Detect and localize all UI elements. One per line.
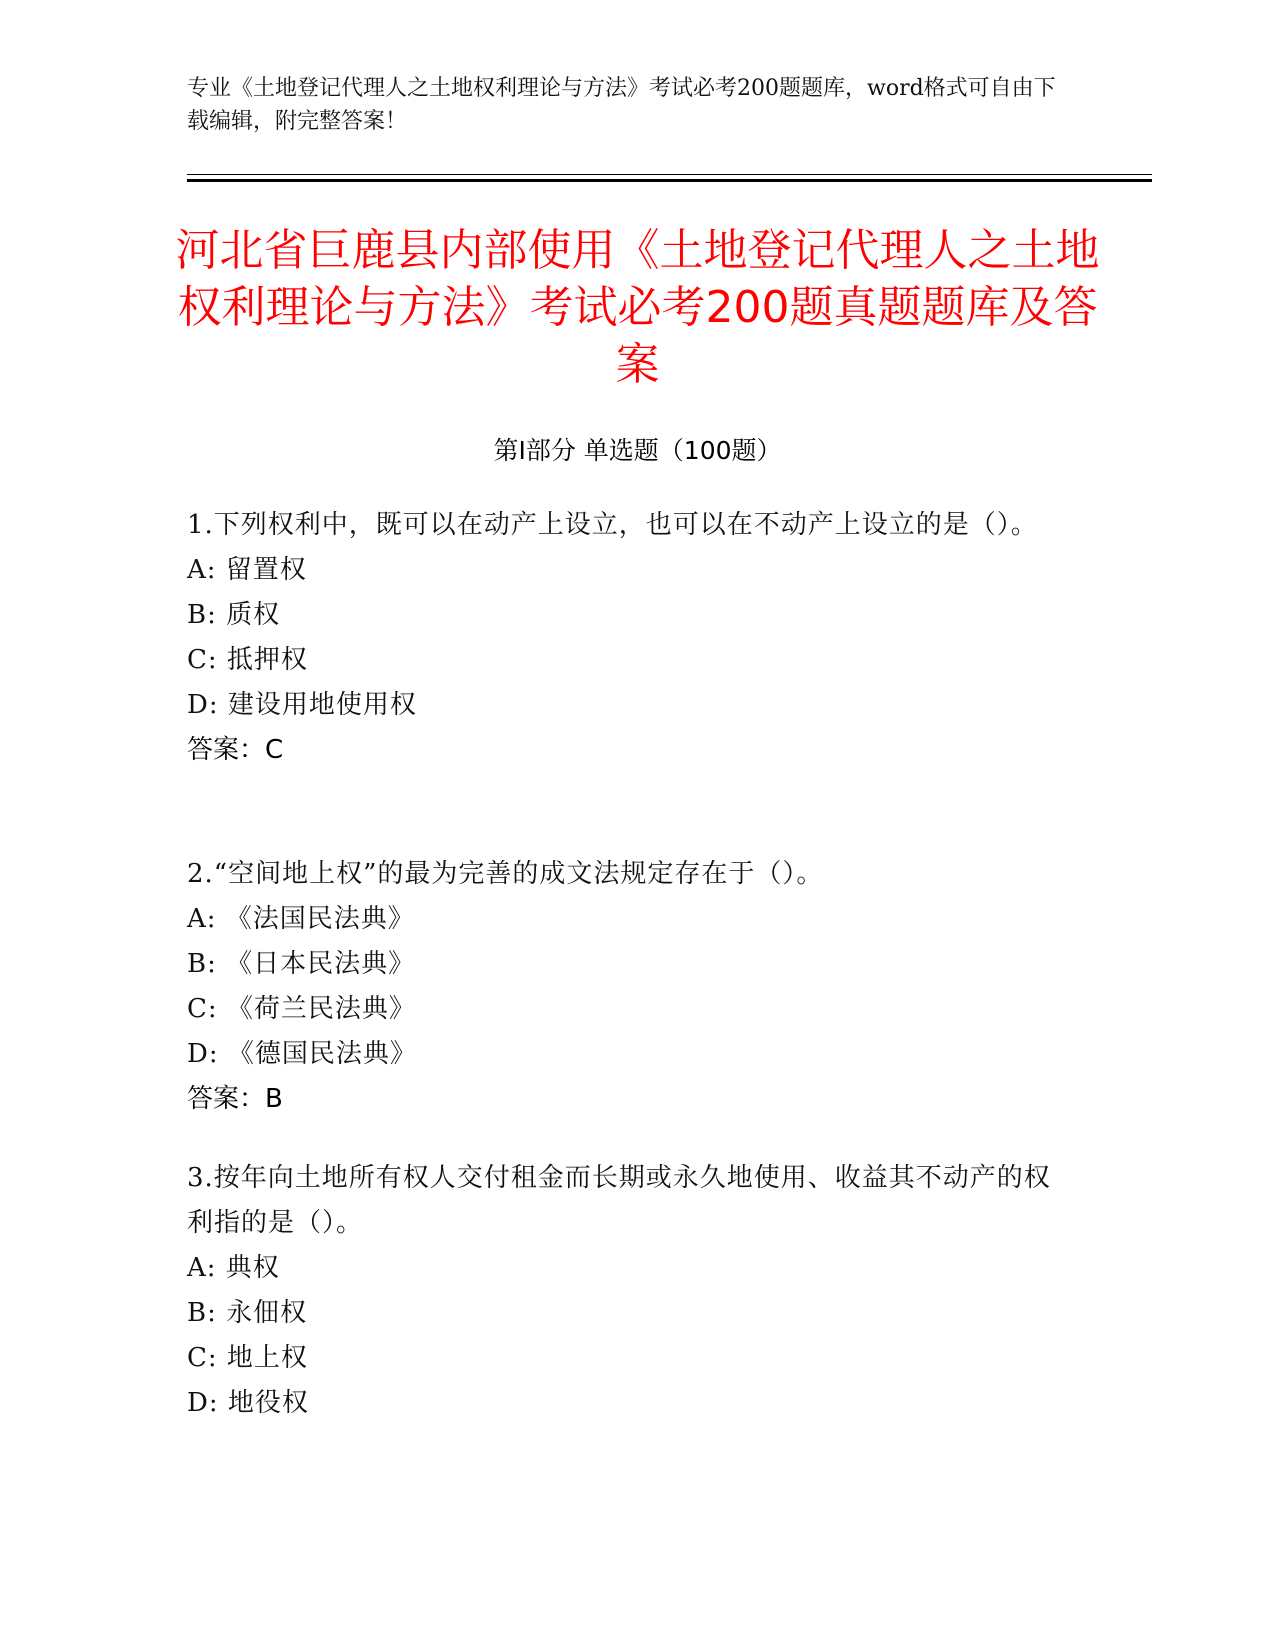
section-heading: 第Ⅰ部分 单选题（100题） [493,436,782,465]
option-d: D: 建设用地使用权 [187,690,417,720]
option-d: D: 地役权 [187,1388,309,1418]
option-a: A: 留置权 [187,555,307,585]
option-b: B: 《日本民法典》 [187,949,416,979]
question-stem: 3.按年向土地所有权人交付租金而长期或永久地使用、收益其不动产的权利指的是（）。 [187,1163,1051,1238]
answer-label: 答案：B [187,1084,283,1114]
option-c: C: 《荷兰民法典》 [187,994,416,1024]
option-a: A: 《法国民法典》 [187,904,415,934]
option-c: C: 地上权 [187,1343,308,1373]
question-stem: 2.“空间地上权”的最为完善的成文法规定存在于（）。 [187,859,824,889]
option-a: A: 典权 [187,1253,280,1283]
question-3 [187,1156,1067,1426]
option-b: B: 永佃权 [187,1298,308,1328]
header-divider-thick [187,179,1152,182]
option-d: D: 《德国民法典》 [187,1039,417,1069]
question-1 [187,503,1067,773]
option-c: C: 抵押权 [187,645,308,675]
header-divider-thin [187,174,1152,175]
question-2 [187,852,1067,1122]
header-note: 专业《土地登记代理人之土地权利理论与方法》考试必考200题题库，word格式可自由下载编辑，附完整答案！ [187,76,1056,134]
question-stem: 1.下列权利中，既可以在动产上设立，也可以在不动产上设立的是（）。 [187,510,1038,540]
document-title: 河北省巨鹿县内部使用《土地登记代理人之土地权利理论与方法》考试必考200题真题题库及答案 [175,225,1100,390]
option-b: B: 质权 [187,600,281,630]
answer-label: 答案：C [187,735,284,765]
